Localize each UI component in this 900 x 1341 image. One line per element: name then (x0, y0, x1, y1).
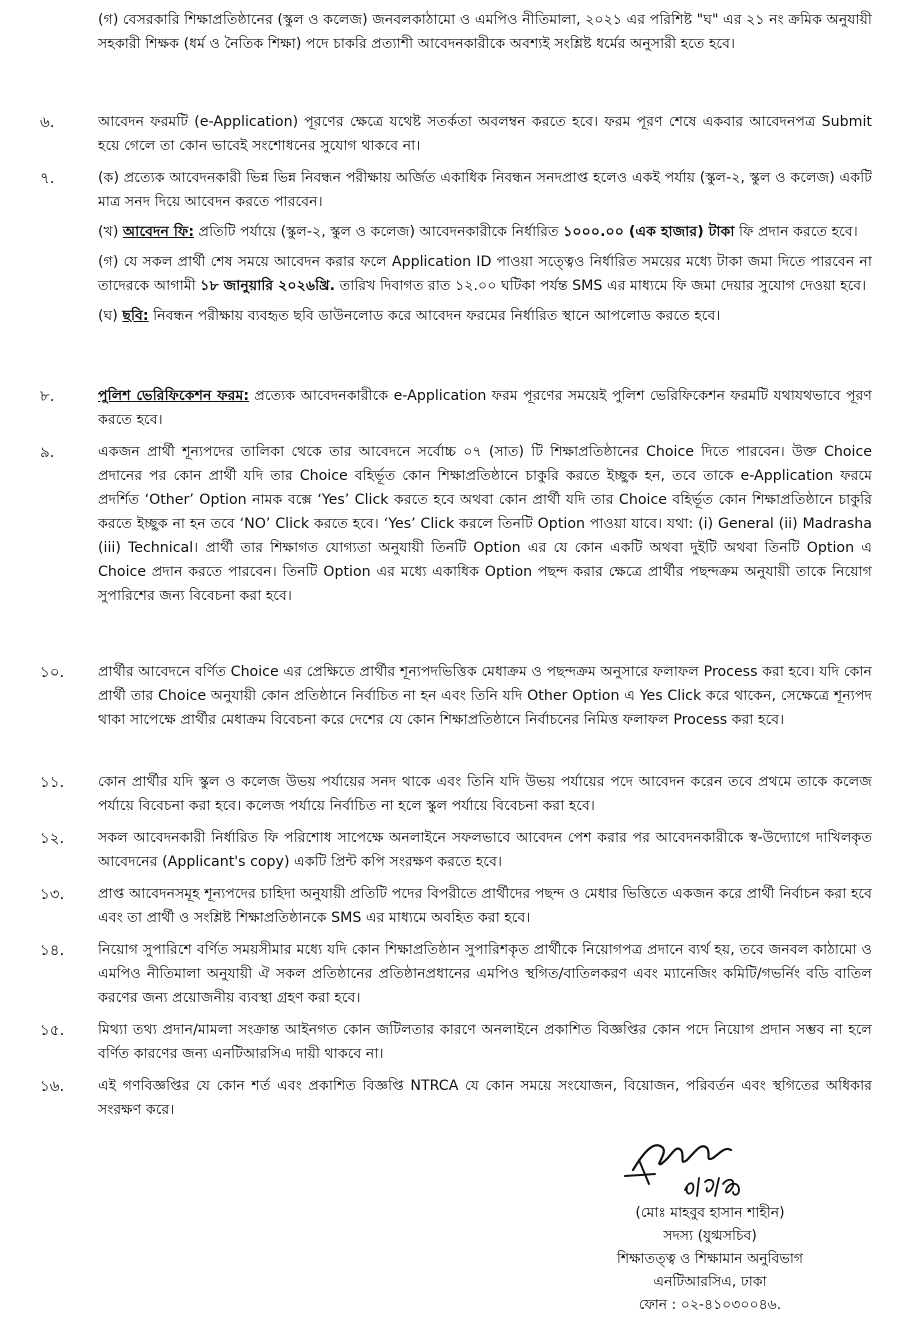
clause-7a: (ক) প্রত্যেক আবেদনকারী ভিন্ন ভিন্ন নিবন্ধন পরীক্ষায় অর্জিত একাধিক নিবন্ধন সনদপ্রাপ্ত হলেও একই পর্যায় (স্কুল-২, স্কুল ও কলেজ) একটি মাত্র সনদ দিয়ে আবেদন করতে পারবেন। (98, 170, 872, 210)
clause-7c-text-1: (গ) যে সকল প্রার্থী শেষ সময়ে আবেদন করার ফলে Application ID পাওয়া সত্ত্বেও নির্ধারিত সময়ের মধ্যে টাকা জমা দিতে পারবেন না তাদেরকে আগামী (98, 254, 872, 294)
clause-7d (98, 304, 872, 328)
clause-number: ৬. (40, 113, 55, 131)
clause-number: ১১. (40, 773, 65, 791)
police-verification-label: পুলিশ ভেরিফিকেশন ফরম: (98, 388, 250, 404)
photo-label: ছবি: (122, 308, 149, 324)
clause-number: ১২. (40, 829, 65, 847)
fee-label: আবেদন ফি: (122, 224, 195, 240)
signatory-details (560, 1202, 860, 1317)
clause-text: আবেদন ফরমটি (e-Application) পূরণের ক্ষেত্রে যথেষ্ট সতর্কতা অবলম্বন করতে হবে। ফরম পূরণ শেষে একবার আবেদনপত্র Submit হয়ে গেলে তা কোন ভাবেই সংশোধনের সুযোগ থাকবে না। (98, 114, 872, 154)
signatory-name: (মোঃ মাহবুব হাসান শাহীন) (635, 1205, 785, 1221)
clause-text: মিথ্যা তথ্য প্রদান/মামলা সংক্রান্ত আইনগত কোন জটিলতার কারণে অনলাইনে প্রকাশিত বিজ্ঞপ্তির কোন পদে নিয়োগ প্রদান সম্ভব না হলে বর্ণিত কারণের জন্য এনটিআরসিএ দায়ী থাকবে না। (98, 1022, 872, 1062)
clause-7b-text-1: প্রতিটি পর্যায়ে (স্কুল-২, স্কুল ও কলেজ) আবেদনকারীকে নির্ধারিত (194, 224, 564, 240)
clause-text (98, 384, 872, 432)
clause-number: ১৪. (40, 941, 65, 959)
clause-text: কোন প্রার্থীর যদি স্কুল ও কলেজ উভয় পর্যায়ের সনদ থাকে এবং তিনি যদি উভয় পর্যায়ের পদে আবেদন করেন তবে প্রথমে তাকে কলেজ পর্যায়ে বিবেচনা করা হবে। কলেজ পর্যায়ে নির্বাচিত না হলে স্কুল পর্যায়ে বিবেচনা করা হবে। (98, 774, 872, 814)
clause-text: প্রার্থীর আবেদনে বর্ণিত Choice এর প্রেক্ষিতে প্রার্থীর শূন্যপদভিত্তিক মেধাক্রম ও পছন্দক্রম অনুসারে ফলাফল Process করা হবে। যদি কোন প্রার্থী তার Choice অনুযায়ী কোন প্রতিষ্ঠানে নির্বাচিত না হন এবং তিনি যদি Other Option এ Yes Click করে থাকেন, সেক্ষেত্রে শূন্যপদ থাকা সাপেক্ষে প্রার্থীর মেধাক্রম বিবেচনা করে দেশের যে কোন শিক্ষাপ্রতিষ্ঠানে নির্বাচনের নিমিত্ত ফলাফল Process করা হবে। (98, 664, 872, 728)
clause-number: ৮. (40, 387, 55, 405)
clause-7b-text-2: ফি প্রদান করতে হবে। (734, 224, 858, 240)
signatory-designation: সদস্য (যুগ্মসচিব) (663, 1228, 757, 1244)
clause-number: ৯. (40, 443, 55, 461)
clause-7d-text: নিবন্ধন পরীক্ষায় ব্যবহৃত ছবি ডাউনলোড করে আবেদন ফরমের নির্ধারিত স্থানে আপলোড করতে হবে। (148, 308, 721, 324)
clause-7b-prefix: (খ) (98, 224, 123, 240)
clause-text: নিয়োগ সুপারিশে বর্ণিত সময়সীমার মধ্যে যদি কোন শিক্ষাপ্রতিষ্ঠান সুপারিশকৃত প্রার্থীকে নিয়োগপত্র প্রদানে ব্যর্থ হয়, তবে জনবল কাঠামো ও এমপিও নীতিমালা অনুযায়ী ঐ সকল প্রতিষ্ঠানের প্রতিষ্ঠানপ্রধানের এমপিও স্থগিত/বাতিলকরণ এবং ম্যানেজিং কমিটি/গভর্নিং বডি বাতিল করণের জন্য প্রয়োজনীয় ব্যবস্থা গ্রহণ করা হবে। (98, 942, 872, 1006)
clause-number: ১৬. (40, 1077, 65, 1095)
signatory-office: এনটিআরসিএ, ঢাকা (653, 1274, 767, 1290)
clause-number: ১০. (40, 663, 65, 681)
signatory-department: শিক্ষাতত্ত্ব ও শিক্ষামান অনুবিভাগ (616, 1251, 804, 1267)
clause-text: প্রাপ্ত আবেদনসমূহ শূন্যপদের চাহিদা অনুযায়ী প্রতিটি পদের বিপরীতে প্রার্থীদের পছন্দ ও মেধার ভিত্তিতে একজন করে প্রার্থী নির্বাচন করা হবে এবং তা প্রার্থী ও সংশ্লিষ্ট শিক্ষাপ্রতিষ্ঠানকে SMS এর মাধ্যমে অবহিত করা হবে। (98, 886, 872, 926)
clause-text: এই গণবিজ্ঞপ্তির যে কোন শর্ত এবং প্রকাশিত বিজ্ঞপ্তি NTRCA যে কোন সময়ে সংযোজন, বিয়োজন, পরিবর্তন এবং স্থগিতের অধিকার সংরক্ষণ করে। (98, 1078, 872, 1118)
clause-8-text: প্রত্যেক আবেদনকারীকে e-Application ফরম পূরণের সময়েই পুলিশ ভেরিফিকেশন ফরমটি যথাযথভাবে পূরণ করতে হবে। (98, 388, 872, 428)
clause-text (98, 166, 872, 334)
fee-amount: ১০০০.০০ (এক হাজার) টাকা (563, 224, 735, 240)
clause-7c-text-2: তারিখ দিবাগত রাত ১২.০০ ঘটিকা পর্যন্ত SMS এর মাধ্যমে ফি জমা দেয়ার সুযোগ দেওয়া হবে। (335, 278, 867, 294)
clause-number: ১৫. (40, 1021, 65, 1039)
handwritten-signature (615, 1130, 765, 1200)
clause-7b (98, 220, 872, 244)
clause-number: ১৩. (40, 885, 65, 903)
signatory-phone: ফোন : ০২-৪১০৩০০৪৬. (638, 1297, 782, 1313)
clause-number: ৭. (40, 169, 55, 187)
clause-7c (98, 250, 872, 298)
clause-7d-prefix: (ঘ) (98, 308, 123, 324)
clause-text: একজন প্রার্থী শূন্যপদের তালিকা থেকে তার আবেদনে সর্বোচ্চ ০৭ (সাত) টি শিক্ষাপ্রতিষ্ঠানের Choice দিতে পারবেন। উক্ত Choice প্রদানের পর কোন প্রার্থী যদি তার Choice বহির্ভূত কোন শিক্ষাপ্রতিষ্ঠানে চাকুরি করতে ইচ্ছুক হন, তবে তাকে e-Application ফরমে প্রদর্শিত ‘Other’ Option নামক বক্সে ‘Yes’ Click করতে হবে অথবা কোন প্রার্থী যদি তার Choice বহির্ভূত কোন শিক্ষাপ্রতিষ্ঠানে চাকুরি করতে ইচ্ছুক না হন তবে ‘NO’ Click করতে হবে। ‘Yes’ Click করলে তিনটি Option পাওয়া যাবে। যথা: (i) General (ii) Madrasha (iii) Technical। প্রার্থী তার শিক্ষাগত যোগ্যতা অনুযায়ী তিনটি Option এর যে কোন একটি অথবা দুইটি অথবা তিনটি Option এ Choice প্রদান করতে পারবেন। তিনটি Option এর মধ্যে একাধিক Option পছন্দ করার ক্ষেত্রে প্রার্থীর পছন্দক্রম অনুযায়ী তাকে নিয়োগ সুপারিশের জন্য বিবেচনা করা হবে। (98, 444, 872, 604)
intro-paragraph: (গ) বেসরকারি শিক্ষাপ্রতিষ্ঠানের (স্কুল ও কলেজ) জনবলকাঠামো ও এমপিও নীতিমালা, ২০২১ এর পরিশিষ্ট "ঘ" এর ২১ নং ক্রমিক অনুযায়ী সহকারী শিক্ষক (ধর্ম ও নৈতিক শিক্ষা) পদে চাকরি প্রত্যাশী আবেদনকারীকে অবশ্যই সংশ্লিষ্ট ধর্মের অনুসারী হতে হবে। (98, 12, 872, 52)
clause-text: সকল আবেদনকারী নির্ধারিত ফি পরিশোধ সাপেক্ষে অনলাইনে সফলভাবে আবেদন পেশ করার পর আবেদনকারীকে স্ব-উদ্যোগে দাখিলকৃত আবেদনের (Applicant's copy) একটি প্রিন্ট কপি সংরক্ষণ করতে হবে। (98, 830, 872, 870)
deadline-date: ১৮ জানুয়ারি ২০২৬খ্রি. (200, 278, 336, 294)
